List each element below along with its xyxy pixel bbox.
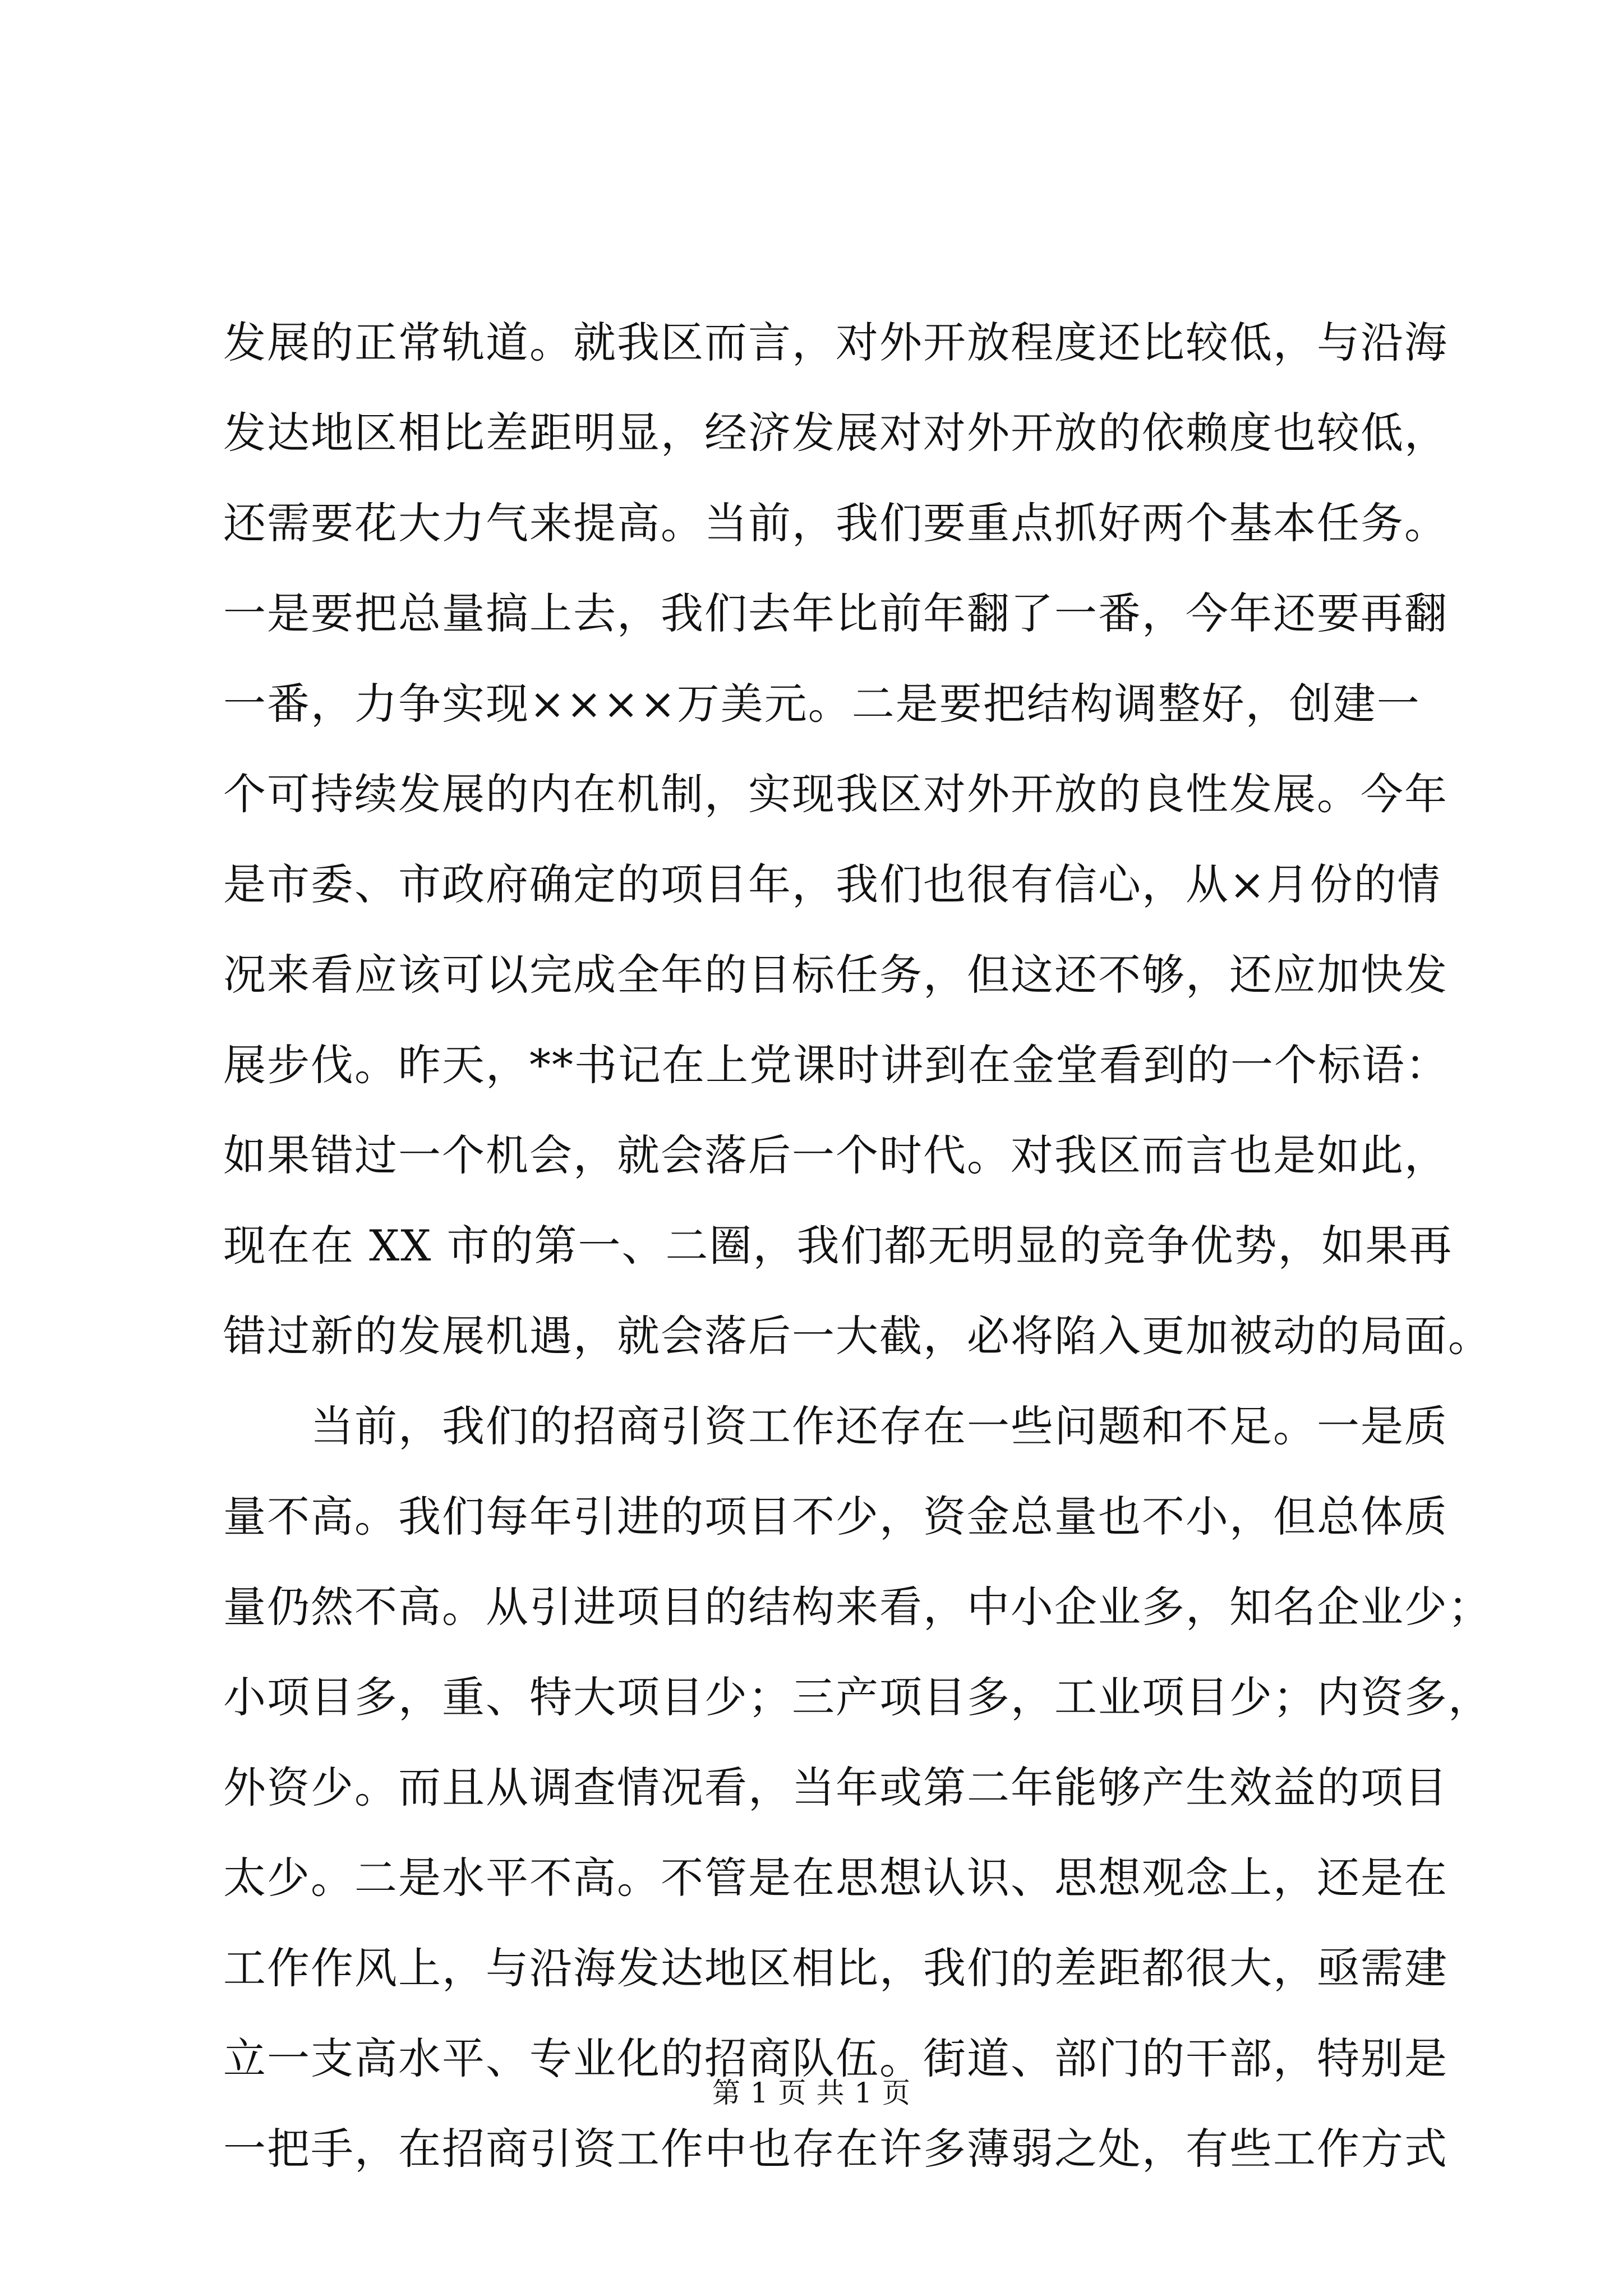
text-line: 一把手，在招商引资工作中也存在许多薄弱之处，有些工作方式 bbox=[223, 2124, 1448, 2174]
text-line: 量仍然不高。从引进项目的结构来看，中小企业多，知名企业少； bbox=[223, 1582, 1492, 1632]
page-footer: 第 1 页 共 1 页 bbox=[712, 2077, 911, 2109]
text-line: 发达地区相比差距明显，经济发展对对外开放的依赖度也较低， bbox=[223, 408, 1448, 458]
text-line: 太少。二是水平不高。不管是在思想认识、思想观念上，还是在 bbox=[223, 1853, 1448, 1903]
text-line: 个可持续发展的内在机制，实现我区对外开放的良性发展。今年 bbox=[223, 769, 1448, 819]
text-line: 一是要把总量搞上去，我们去年比前年翻了一番，今年还要再翻 bbox=[223, 588, 1448, 638]
text-line: 展步伐。昨天，**书记在上党课时讲到在金堂看到的一个标语： bbox=[223, 1040, 1449, 1090]
text-line: 况来看应该可以完成全年的目标任务，但这还不够，还应加快发 bbox=[223, 950, 1448, 1000]
text-line: 一番，力争实现××××万美元。二是要把结构调整好，创建一 bbox=[223, 679, 1421, 729]
text-line: 量不高。我们每年引进的项目不少，资金总量也不小，但总体质 bbox=[223, 1492, 1448, 1542]
text-line: 现在在 XX 市的第一、二圈，我们都无明显的竞争优势，如果再 bbox=[223, 1221, 1453, 1271]
text-line: 外资少。而且从调查情况看，当年或第二年能够产生效益的项目 bbox=[223, 1763, 1448, 1812]
text-line: 立一支高水平、专业化的招商队伍。街道、部门的干部，特别是 bbox=[223, 2033, 1448, 2083]
text-line: 是市委、市政府确定的项目年，我们也很有信心，从×月份的情 bbox=[223, 859, 1441, 909]
text-line: 发展的正常轨道。就我区而言，对外开放程度还比较低，与沿海 bbox=[223, 318, 1448, 367]
text-line: 小项目多，重、特大项目少；三产项目多，工业项目少；内资多， bbox=[223, 1672, 1492, 1722]
body-text bbox=[223, 297, 1492, 2194]
text-line: 错过新的发展机遇，就会落后一大截，必将陷入更加被动的局面。 bbox=[223, 1311, 1492, 1361]
text-line: 还需要花大力气来提高。当前，我们要重点抓好两个基本任务。 bbox=[223, 498, 1448, 548]
text-line: 如果错过一个机会，就会落后一个时代。对我区而言也是如此， bbox=[223, 1130, 1448, 1180]
text-line: 工作作风上，与沿海发达地区相比，我们的差距都很大，亟需建 bbox=[223, 1943, 1448, 1993]
paragraph-first-line: 当前，我们的招商引资工作还存在一些问题和不足。一是质 bbox=[311, 1401, 1448, 1451]
